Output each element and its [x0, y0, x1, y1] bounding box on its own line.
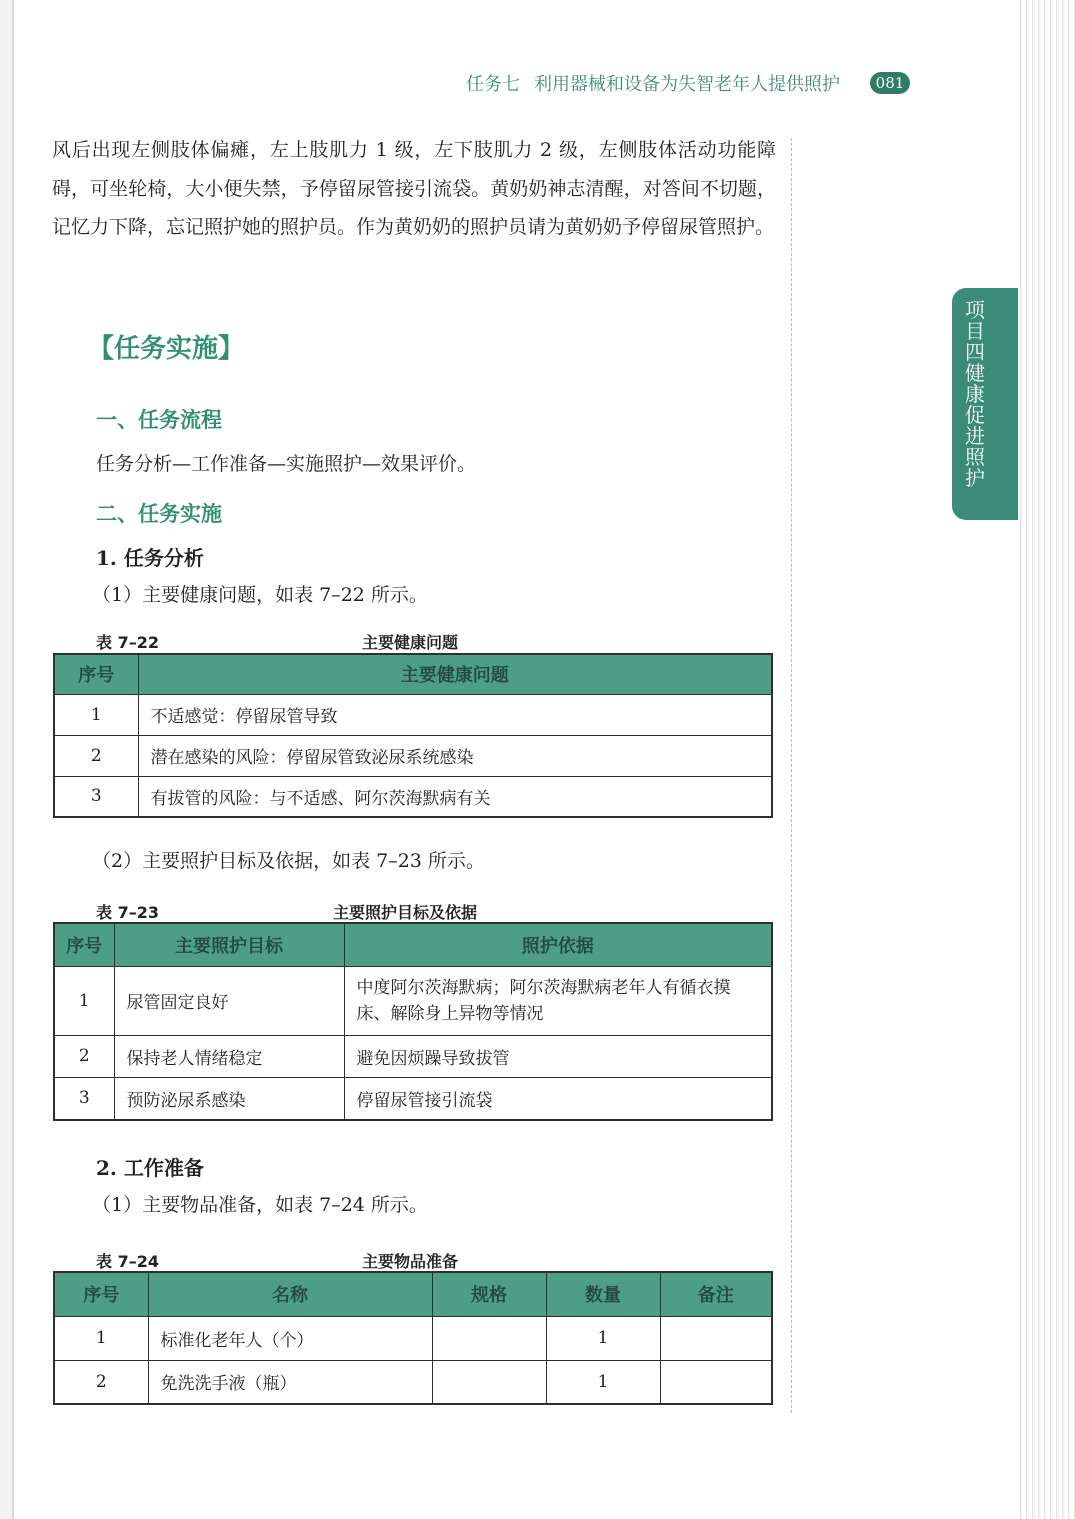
- table-header-cell: 主要照护目标: [114, 923, 344, 966]
- table-header-row: [54, 1272, 772, 1316]
- table-header-cell: 数量: [546, 1272, 660, 1316]
- table-cell: 标准化老年人（个）: [148, 1316, 432, 1360]
- table-cell: 1: [546, 1316, 660, 1360]
- section-title: 【任务实施】: [88, 334, 245, 364]
- table-23-number: 表 7–23: [96, 903, 159, 922]
- table-cell: 保持老人情绪稳定: [114, 1035, 344, 1077]
- table-cell: 1: [54, 966, 114, 1035]
- table-row: [54, 1035, 772, 1077]
- heading-work-preparation: 2. 工作准备: [96, 1156, 204, 1180]
- table-header-row: [54, 923, 772, 966]
- scan-edge-left: [0, 0, 14, 1519]
- table-row: [54, 1360, 772, 1404]
- table-header-cell: 照护依据: [344, 923, 772, 966]
- analysis-item-1: （1）主要健康问题，如表 7–22 所示。: [92, 584, 428, 606]
- table-cell: 中度阿尔茨海默病；阿尔茨海默病老年人有循衣摸床、解除身上异物等情况: [344, 966, 772, 1035]
- side-tab-label: 项目四健康促进照护: [965, 298, 985, 490]
- table-cell: [660, 1360, 772, 1404]
- analysis-item-2: （2）主要照护目标及依据，如表 7–23 所示。: [92, 850, 485, 872]
- page-number: 081: [870, 72, 910, 94]
- table-row: [54, 966, 772, 1035]
- table-24-title: 主要物品准备: [362, 1252, 459, 1271]
- table-header-cell: 序号: [54, 654, 138, 694]
- table-cell: 2: [54, 1035, 114, 1077]
- table-22: [53, 653, 773, 818]
- intro-paragraph: 风后出现左侧肢体偏瘫，左上肢肌力 1 级，左下肢肌力 2 级，左侧肢体活动功能障碍，可坐轮椅，大小便失禁，予停留尿管接引流袋。黄奶奶神志清醒，对答间不切题，记忆力下降，忘记照护她的照护员。作为黄奶奶的照护员请为黄奶奶予停留尿管照护。: [52, 139, 776, 238]
- table-24-number: 表 7–24: [96, 1252, 159, 1271]
- table-cell: 尿管固定良好: [114, 966, 344, 1035]
- margin-dashed-line: [791, 138, 792, 1413]
- heading-task-analysis: 1. 任务分析: [96, 546, 204, 570]
- heading-task-flow: 一、任务流程: [96, 408, 222, 432]
- table-cell: [432, 1360, 546, 1404]
- table-cell: [660, 1316, 772, 1360]
- table-header-cell: 序号: [54, 923, 114, 966]
- table-row: [54, 694, 772, 735]
- table-cell: 有拔管的风险：与不适感、阿尔茨海默病有关: [138, 776, 772, 817]
- flow-text: 任务分析—工作准备—实施照护—效果评价。: [96, 453, 477, 475]
- header-title: 利用器械和设备为失智老年人提供照护: [534, 74, 840, 95]
- table-22-title: 主要健康问题: [362, 633, 459, 652]
- table-header-cell: 主要健康问题: [138, 654, 772, 694]
- table-cell: 3: [54, 776, 138, 817]
- table-cell: 免洗洗手液（瓶）: [148, 1360, 432, 1404]
- table-header-row: [54, 654, 772, 694]
- table-cell: 不适感觉：停留尿管导致: [138, 694, 772, 735]
- prep-item-1: （1）主要物品准备，如表 7–24 所示。: [92, 1194, 428, 1216]
- table-cell: 潜在感染的风险：停留尿管致泌尿系统感染: [138, 735, 772, 776]
- table-cell: 1: [54, 1316, 148, 1360]
- table-row: [54, 776, 772, 817]
- table-row: [54, 735, 772, 776]
- table-cell: 1: [54, 694, 138, 735]
- table-cell: 1: [546, 1360, 660, 1404]
- table-header-cell: 序号: [54, 1272, 148, 1316]
- table-header-cell: 名称: [148, 1272, 432, 1316]
- table-cell: 3: [54, 1077, 114, 1120]
- table-row: [54, 1316, 772, 1360]
- heading-task-implementation: 二、任务实施: [96, 502, 222, 526]
- table-23-title: 主要照护目标及依据: [333, 903, 478, 922]
- table-cell: 预防泌尿系感染: [114, 1077, 344, 1120]
- table-24: [53, 1271, 773, 1405]
- table-cell: [432, 1316, 546, 1360]
- table-22-number: 表 7–22: [96, 633, 159, 652]
- table-cell: 2: [54, 1360, 148, 1404]
- header-task: 任务七: [466, 74, 520, 95]
- table-row: [54, 1077, 772, 1120]
- table-cell: 停留尿管接引流袋: [344, 1077, 772, 1120]
- running-header: [466, 70, 840, 96]
- table-cell: 2: [54, 735, 138, 776]
- table-cell: 避免因烦躁导致拔管: [344, 1035, 772, 1077]
- table-header-cell: 规格: [432, 1272, 546, 1316]
- page-stack-edge: [1017, 0, 1075, 1519]
- table-header-cell: 备注: [660, 1272, 772, 1316]
- table-23: [53, 922, 773, 1121]
